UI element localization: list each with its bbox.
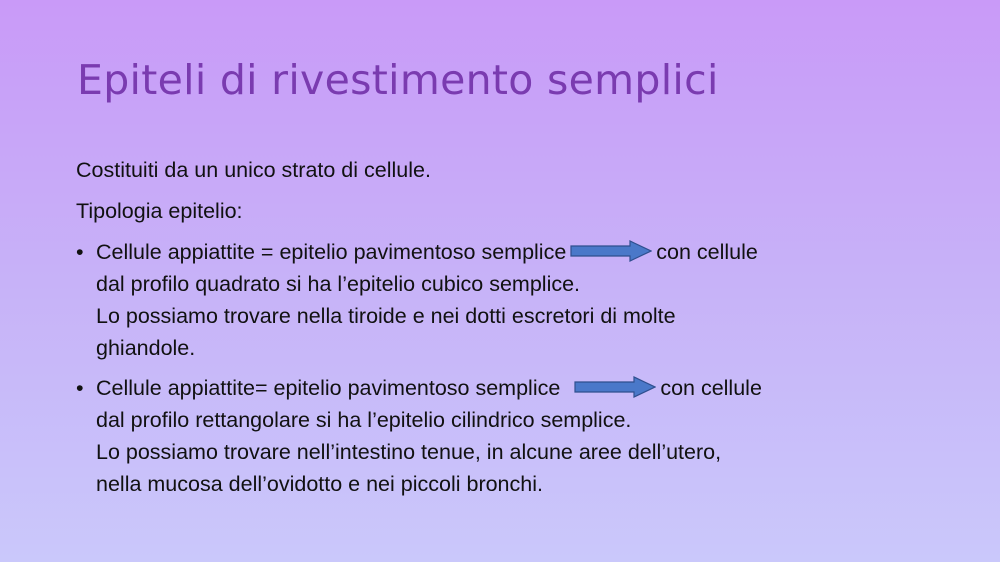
right-arrow-icon xyxy=(570,240,652,262)
bullet-line-4: nella mucosa dell’ovidotto e nei piccoli bronchi. xyxy=(96,472,543,496)
subheading-text: Tipologia epitelio: xyxy=(76,199,243,223)
bullet-text-first: Cellule appiattite = epitelio pavimentoso semplice xyxy=(96,240,567,264)
bullet-text-after-arrow: con cellule xyxy=(660,376,762,400)
bullet-item xyxy=(76,236,946,364)
bullet-text-after-arrow: con cellule xyxy=(656,240,758,264)
bullet-line-3: Lo possiamo trovare nell’intestino tenue, in alcune aree dell’utero, xyxy=(96,440,722,464)
intro-text: Costituiti da un unico strato di cellule. xyxy=(76,158,431,182)
bullet-line-2: dal profilo rettangolare si ha l’epitelio cilindrico semplice. xyxy=(96,408,632,432)
right-arrow-icon xyxy=(574,376,656,398)
bullet-dot: • xyxy=(76,376,84,400)
bullet-line-3: Lo possiamo trovare nella tiroide e nei dotti escretori di molte xyxy=(96,304,676,328)
bullet-line-4: ghiandole. xyxy=(96,336,196,360)
bullet-dot: • xyxy=(76,240,84,264)
slide-body xyxy=(76,154,946,508)
bullet-line-1 xyxy=(96,372,946,404)
bullet-text-first: Cellule appiattite= epitelio pavimentoso semplice xyxy=(96,376,561,400)
bullet-line-2: dal profilo quadrato si ha l’epitelio cubico semplice. xyxy=(96,272,581,296)
bullet-item xyxy=(76,372,946,500)
slide-title: Epiteli di rivestimento semplici xyxy=(77,56,719,104)
bullet-line-1 xyxy=(96,236,946,268)
